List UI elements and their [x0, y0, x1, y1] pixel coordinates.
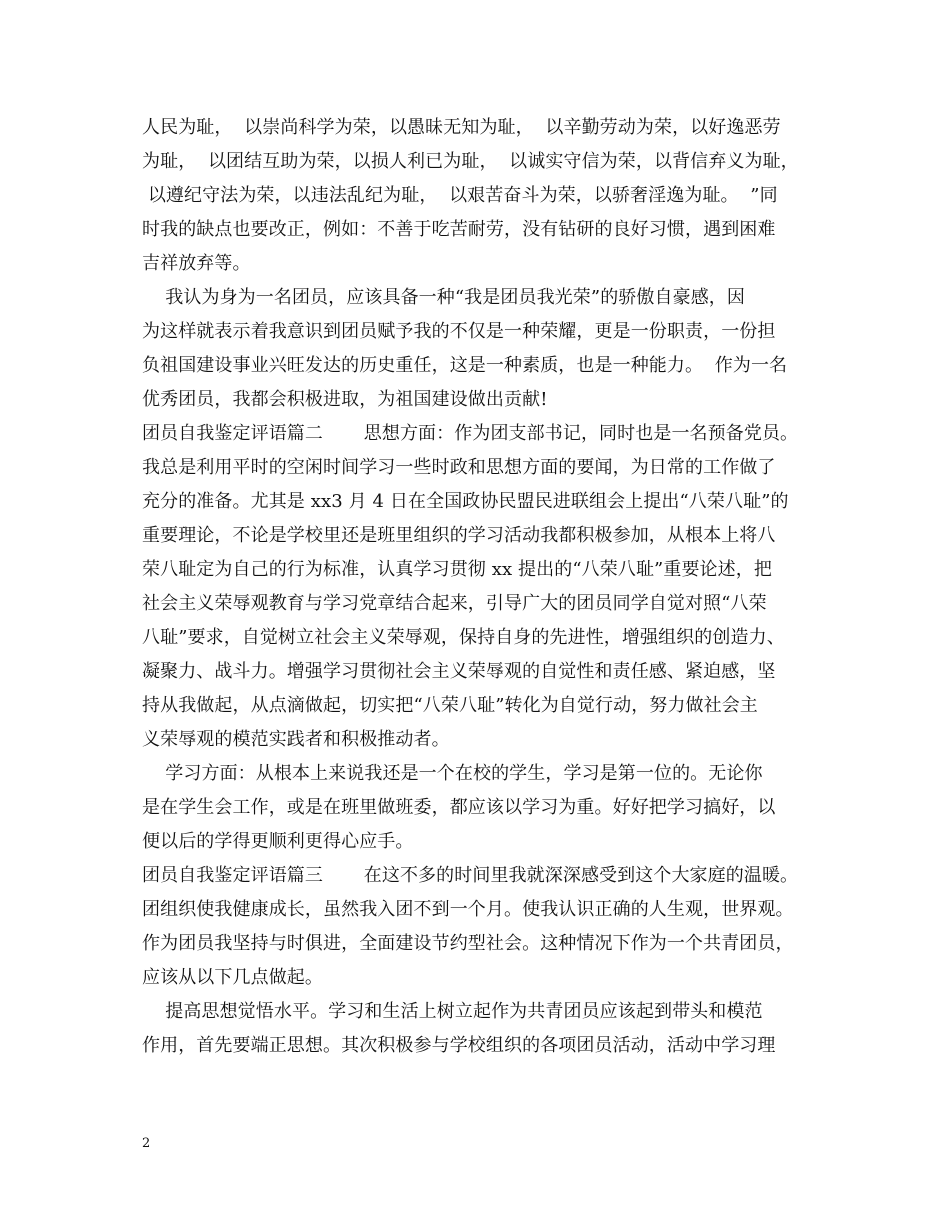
text-line: 提高思想觉悟水平。学习和生活上树立起作为共青团员应该起到带头和模范: [142, 1001, 763, 1022]
text-line: 作为团员我坚持与时俱进，全面建设节约型社会。这种情况下作为一个共青团员，: [142, 933, 794, 954]
text-line: 我认为身为一名团员，应该具备一种“我是团员我光荣”的骄傲自豪感，因: [142, 287, 745, 308]
text-line: 优秀团员，我都会积极进取，为祖国建设做出贡献!: [142, 389, 548, 410]
text-line: 凝聚力、战斗力。增强学习贯彻社会主义荣辱观的自觉性和责任感、紧迫感，坚: [142, 661, 776, 682]
section-heading-line: 团员自我鉴定评语篇二 思想方面：作为团支部书记，同时也是一名预备党员。: [142, 423, 799, 444]
text-line: 义荣辱观的模范实践者和积极推动者。: [142, 729, 450, 750]
text-line: 八耻”要求，自觉树立社会主义荣辱观，保持自身的先进性，增强组织的创造力、: [142, 627, 785, 648]
text-line: 社会主义荣辱观教育与学习党章结合起来，引导广大的团员同学自觉对照“八荣: [142, 593, 767, 614]
section-heading-line: 团员自我鉴定评语篇三 在这不多的时间里我就深深感受到这个大家庭的温暖。: [142, 865, 799, 886]
text-line: 应该从以下几点做起。: [142, 967, 323, 988]
text-line: 为这样就表示着我意识到团员赋予我的不仅是一种荣耀，更是一份职责，一份担: [142, 321, 776, 342]
text-line: 持从我做起，从点滴做起，切实把“八荣八耻”转化为自觉行动，努力做社会主: [142, 695, 758, 716]
text-line: 是在学生会工作，或是在班里做班委，都应该以学习为重。好好把学习搞好，以: [142, 797, 776, 818]
text-line: 为耻， 以团结互助为荣，以损人利已为耻， 以诚实守信为荣，以背信弃义为耻，: [142, 151, 799, 172]
text-line: 作用，首先要端正思想。其次积极参与学校组织的各项团员活动，活动中学习理: [142, 1035, 776, 1056]
text-line: 学习方面：从根本上来说我还是一个在校的学生，学习是第一位的。无论你: [142, 763, 763, 784]
text-line: 人民为耻， 以崇尚科学为荣，以愚昧无知为耻， 以辛勤劳动为荣，以好逸恶劳: [142, 117, 781, 138]
text-line: 荣八耻定为自己的行为标准，认真学习贯彻 xx 提出的“八荣八耻”重要论述，把: [142, 559, 772, 580]
text-line: 重要理论，不论是学校里还是班里组织的学习活动我都积极参加，从根本上将八: [142, 525, 776, 546]
text-line: 吉祥放弃等。: [142, 253, 251, 274]
text-line: 以遵纪守法为荣，以违法乱纪为耻， 以艰苦奋斗为荣，以骄奢淫逸为耻。 ”同: [142, 185, 778, 206]
text-line: 充分的准备。尤其是 xx3 月 4 日在全国政协民盟民进联组会上提出“八荣八耻”的: [142, 491, 789, 512]
text-line: 负祖国建设事业兴旺发达的历史重任，这是一种素质，也是一种能力。 作为一名: [142, 355, 788, 376]
text-line: 时我的缺点也要改正，例如：不善于吃苦耐劳，没有钻研的良好习惯，遇到困难: [142, 219, 776, 240]
text-line: 团组织使我健康成长，虽然我入团不到一个月。使我认识正确的人生观，世界观。: [142, 899, 794, 920]
page-number: 2: [142, 1136, 151, 1151]
text-line: 便以后的学得更顺利更得心应手。: [142, 831, 414, 852]
text-line: 我总是利用平时的空闲时间学习一些时政和思想方面的要闻，为日常的工作做了: [142, 457, 776, 478]
